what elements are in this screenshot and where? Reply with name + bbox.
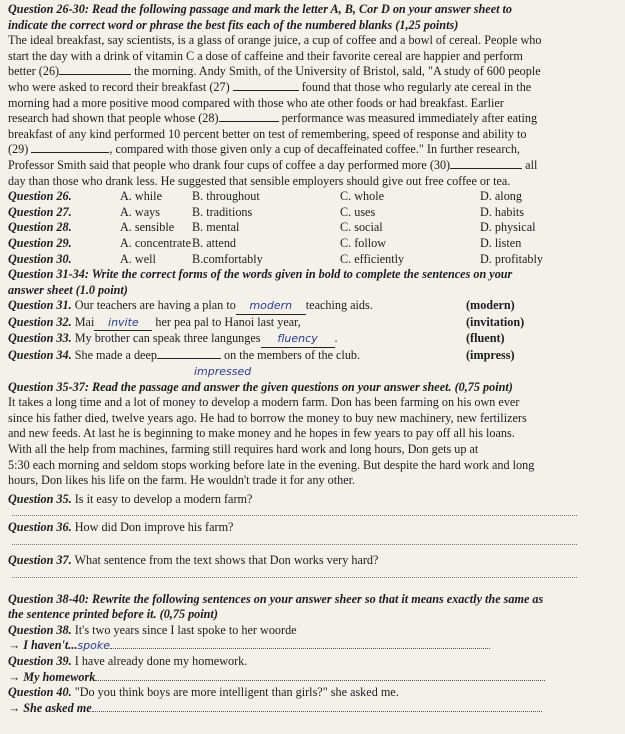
option-a[interactable]: A. sensible bbox=[120, 220, 175, 235]
answer-blank-34[interactable] bbox=[157, 358, 221, 359]
option-a[interactable]: A. ways bbox=[120, 204, 160, 219]
passage-line: day than those who drank less. He suggested that sensible employers should give out free coffee or tea. bbox=[8, 173, 511, 188]
answer-line-38[interactable] bbox=[110, 648, 490, 649]
blank-26[interactable] bbox=[59, 74, 131, 75]
passage-breakfast bbox=[8, 33, 617, 189]
question-35: Question 35. Is it easy to develop a modern farm? bbox=[8, 491, 253, 506]
passage-line: 5:30 each morning and seldom stops working before late in the evening. But despite the hard work and long bbox=[8, 457, 535, 472]
question-40: Question 40. "Do you think boys are more intelligent than girls?" she asked me. bbox=[8, 685, 399, 700]
option-b[interactable]: B. attend bbox=[192, 235, 237, 250]
passage-line: since his father died, twelve years ago. He had to borrow the money to buy new machinery, new fertilizers bbox=[8, 410, 527, 425]
blank-30[interactable] bbox=[450, 168, 522, 169]
passage-line: and new feeds. At last he is beginning to make money and he hopes in few years to pay off all his loans. bbox=[8, 426, 515, 441]
option-c[interactable]: C. follow bbox=[340, 235, 387, 250]
handwritten-answer: fluency bbox=[277, 332, 318, 346]
option-d[interactable]: D. habits bbox=[480, 204, 525, 219]
option-b[interactable]: B. mental bbox=[192, 220, 240, 235]
passage-line: morning had a more positive mood compared with those who ate other foods or had breakfast. Earlier bbox=[8, 95, 504, 110]
option-c[interactable]: C. efficiently bbox=[340, 251, 405, 266]
section-heading-38-40: Question 38-40: Rewrite the following sentences on your answer sheer so that it means exactly the same as bbox=[8, 591, 544, 606]
passage-line: With all the help from machines, farming still requires hard work and long hours, Don gets up at bbox=[8, 442, 479, 457]
passage-line: start the day with a drink of vitamin C a dose of caffeine and their favorite cereal are happier and perform bbox=[8, 48, 523, 63]
option-b[interactable]: B.comfortably bbox=[192, 251, 263, 266]
option-c[interactable]: C. social bbox=[340, 220, 383, 235]
section-heading-31-34-cont: answer sheet (1.0 point) bbox=[8, 282, 128, 297]
question-row-29: Question 29. A. concentrate B. attend C. follow D. listen bbox=[8, 236, 600, 252]
passage-line: It takes a long time and a lot of money to develop a modern farm. Don has been farming on his own ever bbox=[8, 395, 520, 410]
handwritten-answer: invite bbox=[108, 315, 139, 329]
answer-blank-31[interactable] bbox=[236, 298, 306, 315]
section-heading-38-40-cont: the sentence printed before it. (0,75 point) bbox=[8, 607, 218, 622]
passage-line: breakfast of any kind performed 10 percent better on test of remembering, speed of response and ability to bbox=[8, 126, 527, 141]
question-31: Question 31. Our teachers are having a plan to modern teaching aids. (modern) bbox=[8, 298, 617, 315]
word-hint: (invitation) bbox=[466, 314, 525, 329]
question-row-28: Question 28. A. sensible B. mental C. social D. physical bbox=[8, 220, 600, 236]
answer-line-36[interactable] bbox=[12, 536, 577, 545]
blank-27[interactable] bbox=[233, 90, 299, 91]
handwritten-answer: modern bbox=[249, 299, 293, 313]
option-c[interactable]: C. whole bbox=[340, 189, 385, 204]
answer-blank-33[interactable] bbox=[261, 331, 335, 348]
passage-line: Professor Smith said that people who drank four cups of coffee a day performed more (30) all bbox=[8, 157, 538, 172]
answer-line-40[interactable] bbox=[92, 711, 542, 712]
handwritten-answer: impressed bbox=[194, 364, 252, 378]
answer-line-35[interactable] bbox=[12, 507, 577, 516]
section-heading-26-30-cont: indicate the correct word or phrase the best fits each of the numbered blanks (1,25 points) bbox=[8, 17, 459, 32]
passage-line: hours, Don likes his life on the farm. He wouldn't trade it for any other. bbox=[8, 473, 356, 488]
option-b[interactable]: B. traditions bbox=[192, 204, 253, 219]
handwritten-answer: spoke bbox=[77, 639, 110, 653]
section-heading-26-30: Question 26-30: Read the following passage and mark the letter A, B, Cor D on your answer sheet to bbox=[8, 2, 513, 16]
question-row-30: Question 30. A. well B.comfortably C. efficiently D. profitably bbox=[8, 252, 600, 268]
answer-line-39[interactable] bbox=[95, 680, 545, 681]
passage-farm bbox=[8, 395, 617, 489]
option-a[interactable]: A. while bbox=[120, 189, 162, 204]
rewrite-38: → I haven't...spoke bbox=[8, 638, 617, 654]
word-hint: (fluent) bbox=[466, 331, 505, 346]
question-36: Question 36. How did Don improve his farm? bbox=[8, 520, 234, 535]
option-d[interactable]: D. listen bbox=[480, 235, 522, 250]
rewrite-39: → My homework bbox=[8, 670, 617, 686]
question-33: Question 33. My brother can speak three langunges fluency . (fluent) bbox=[8, 331, 617, 348]
rewrite-40: → She asked me bbox=[8, 701, 617, 717]
option-d[interactable]: D. physical bbox=[480, 220, 536, 235]
passage-line: (29) , compared with those given only a cup of decaffeinated coffee." In further research, bbox=[8, 142, 520, 157]
passage-line: The ideal breakfast, say scientists, is a glass of orange juice, a cup of coffee and a bowl of cereal. People who bbox=[8, 33, 542, 48]
blank-29[interactable] bbox=[31, 152, 109, 153]
passage-line: who were asked to record their breakfast (27) found that those who regularly ate cereal in the bbox=[8, 79, 532, 94]
passage-line: research had shown that people whose (28) performance was measured immediately after eating bbox=[8, 111, 538, 126]
section-heading-31-34: Question 31-34: Write the correct forms of the words given in bold to complete the sentences on your bbox=[8, 267, 513, 282]
option-a[interactable]: A. concentrate bbox=[120, 235, 192, 250]
question-37: Question 37. What sentence from the text shows that Don works very hard? bbox=[8, 553, 379, 567]
passage-line: better (26) the morning. Andy Smith, of the University of Bristol, sald, "A study of 600 people bbox=[8, 64, 541, 79]
option-b[interactable]: B. throughout bbox=[192, 189, 260, 204]
option-d[interactable]: D. along bbox=[480, 189, 522, 204]
options-table-26-30 bbox=[8, 189, 600, 267]
answer-line-37[interactable] bbox=[12, 569, 577, 578]
section-heading-35-37: Question 35-37: Read the passage and answer the given questions on your answer sheet. (0,75 point) bbox=[8, 379, 513, 394]
question-row-26: Question 26. A. while B. throughout C. whole D. along bbox=[8, 189, 600, 205]
blank-28[interactable] bbox=[219, 121, 279, 122]
question-row-27: Question 27. A. ways B. traditions C. uses D. habits bbox=[8, 205, 600, 221]
word-hint: (modern) bbox=[466, 298, 515, 313]
option-d[interactable]: D. profitably bbox=[480, 251, 543, 266]
question-32: Question 32. Mai invite her pea pal to Hanoi last year, (invitation) bbox=[8, 315, 617, 332]
option-a[interactable]: A. well bbox=[120, 251, 156, 266]
handwritten-line-34 bbox=[8, 364, 617, 378]
question-34: Question 34. She made a deep on the members of the club. (impress) bbox=[8, 348, 515, 363]
option-c[interactable]: C. uses bbox=[340, 204, 376, 219]
question-39: Question 39. I have already done my homework. bbox=[8, 653, 248, 668]
word-hint: (impress) bbox=[466, 348, 515, 363]
question-38: Question 38. It's two years since I last spoke to her woorde bbox=[8, 622, 297, 637]
answer-blank-32[interactable] bbox=[94, 315, 152, 332]
